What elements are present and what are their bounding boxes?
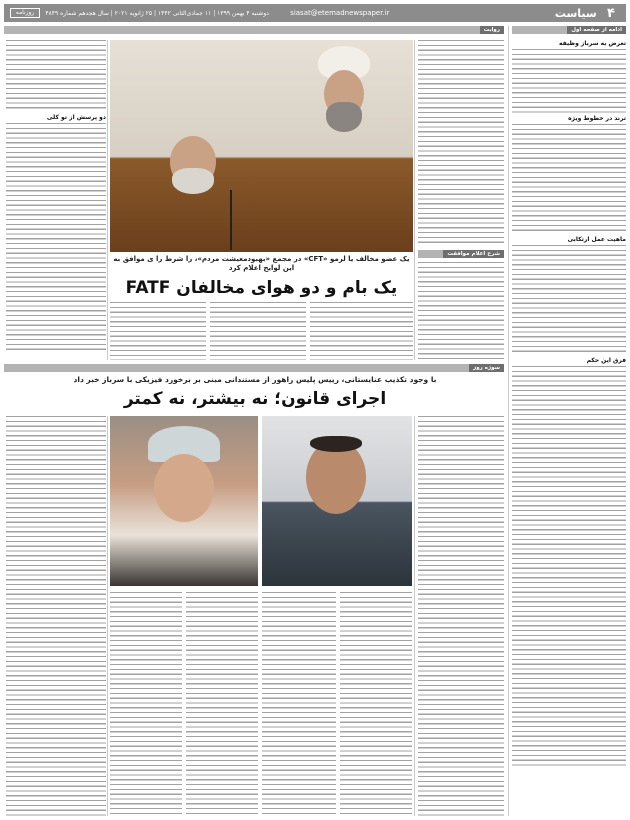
newspaper-logo: روزنامه bbox=[10, 8, 40, 18]
rubric-label: سوژه روز bbox=[469, 364, 504, 372]
face-shape bbox=[154, 454, 214, 522]
text-block bbox=[512, 49, 626, 113]
column-heading: ماهیت عمل ارتکابی bbox=[567, 236, 626, 243]
section-title: سیاست bbox=[554, 6, 597, 20]
beard-shape bbox=[172, 168, 214, 194]
text-block bbox=[310, 302, 413, 360]
story-text-column bbox=[418, 40, 504, 245]
story-text-column bbox=[186, 592, 258, 816]
rubric-label: روایت bbox=[480, 26, 504, 34]
column-heading: فرق این حکم bbox=[586, 357, 626, 364]
page-number: ۴ bbox=[607, 5, 615, 21]
story-text-column bbox=[110, 302, 206, 360]
story-photo-conscript bbox=[110, 416, 258, 586]
column-divider bbox=[508, 26, 509, 816]
story-kicker: با وجود تکذیب عنایستانی، رییس پلیس راهور از مستندانی مبنی بر برخورد فیزیکی با سرباز خبر داد bbox=[73, 375, 437, 384]
text-block bbox=[512, 124, 626, 234]
column-divider bbox=[107, 416, 108, 816]
column-divider bbox=[414, 40, 415, 360]
story-text-column bbox=[262, 592, 336, 816]
page-header-bar bbox=[4, 4, 626, 22]
column-heading: ترند در خطوط ویژه bbox=[568, 115, 626, 122]
story-text-column bbox=[418, 416, 504, 816]
column-divider bbox=[414, 416, 415, 816]
text-block bbox=[262, 592, 336, 816]
continuation-column bbox=[512, 38, 626, 816]
text-block bbox=[6, 123, 106, 353]
beard-shape bbox=[326, 102, 362, 132]
rubric-bar-top-story bbox=[4, 26, 504, 34]
text-block bbox=[512, 245, 626, 355]
text-block bbox=[512, 366, 626, 766]
rubric-label: ادامه از صفحه اول bbox=[567, 26, 626, 34]
column-heading: تعرض به سرباز وظیفه bbox=[559, 40, 626, 47]
side-story-text bbox=[418, 262, 504, 362]
story-photo-police-chief bbox=[262, 416, 412, 586]
rubric-bar-side-story bbox=[418, 250, 504, 258]
story-text-column bbox=[6, 416, 106, 816]
rubric-bar-bottom-story bbox=[4, 364, 504, 372]
story-text-column bbox=[310, 302, 413, 360]
story-kicker: یک عضو مخالف یا لرمو «CFT» در مجمع «بهبودمعیشت مردم»، را شرط را ی موافق به این لوایح اعلام کرد bbox=[113, 255, 410, 272]
story-text-column bbox=[210, 302, 306, 360]
text-block bbox=[6, 40, 106, 112]
text-block bbox=[110, 592, 182, 816]
text-block bbox=[6, 416, 106, 816]
hair-shape bbox=[310, 436, 362, 452]
text-block bbox=[186, 592, 258, 816]
section-email: siasat@etemadnewspaper.ir bbox=[290, 9, 390, 17]
text-block bbox=[418, 262, 504, 362]
column-subhead: دو پرسش از تو کلی bbox=[46, 114, 106, 121]
column-divider bbox=[107, 40, 108, 360]
story-headline: یک بام و دو هوای مخالفان FATF bbox=[125, 278, 398, 298]
text-block bbox=[110, 302, 206, 360]
story-text-column-left bbox=[6, 40, 106, 360]
text-block bbox=[418, 416, 504, 816]
rubric-label: شرح اعلام موافقت bbox=[443, 250, 504, 258]
story-photo-officials bbox=[110, 40, 413, 252]
microphone-icon bbox=[230, 190, 232, 250]
text-block bbox=[418, 40, 504, 245]
rubric-bar-right bbox=[512, 26, 626, 34]
story-text-column bbox=[340, 592, 412, 816]
story-text-column bbox=[110, 592, 182, 816]
story-headline: اجرای قانون؛ نه بیشتر، نه کمتر bbox=[123, 389, 387, 409]
text-block bbox=[340, 592, 412, 816]
text-block bbox=[210, 302, 306, 360]
issue-line: دوشنبه ۴ بهمن ۱۳۹۹ | ۱۱ جمادی‌الثانی ۱۴۴۲ | ۲۵ ژانویه ۲۰۲۱ | سال هجدهم شماره ۴۸۴۹ bbox=[45, 9, 269, 17]
